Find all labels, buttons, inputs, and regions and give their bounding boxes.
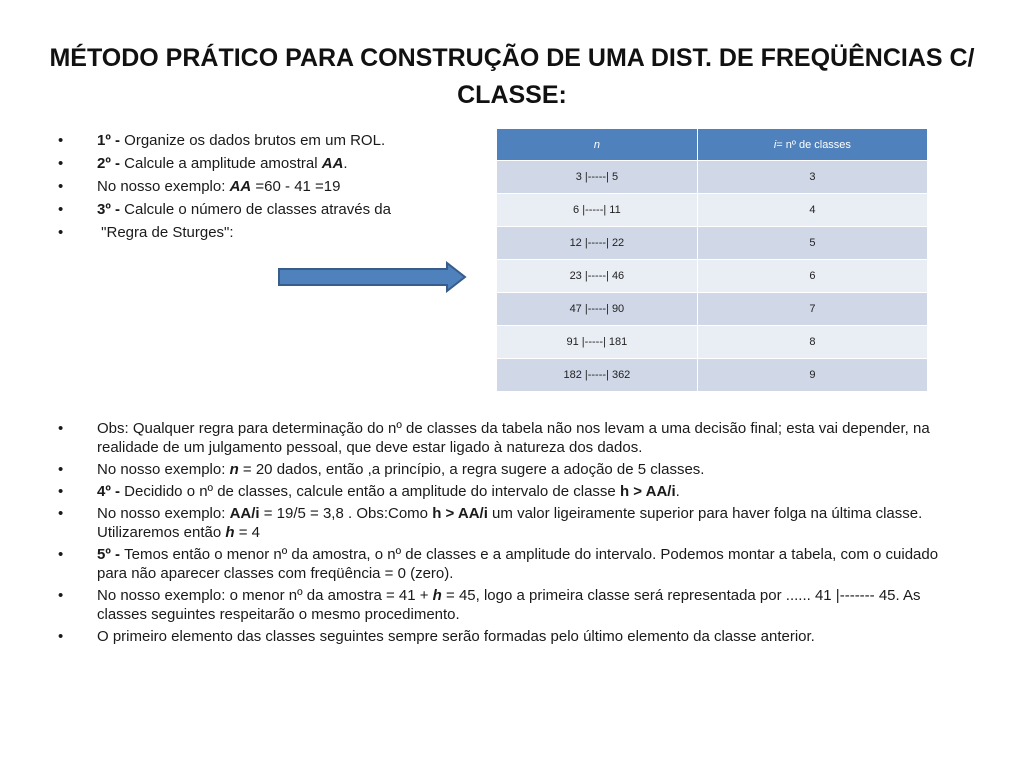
list-item bbox=[58, 177, 478, 200]
note-text: No nosso exemplo: bbox=[97, 461, 230, 478]
table-row bbox=[497, 161, 928, 194]
right-arrow-icon bbox=[277, 261, 469, 293]
step-text: "Regra de Sturges": bbox=[97, 224, 234, 241]
cell-classes: 8 bbox=[697, 326, 927, 359]
emphasis-text: AA/i bbox=[229, 505, 260, 522]
sturges-table bbox=[496, 128, 928, 392]
step-text: Calcule o número de classes através da bbox=[124, 201, 391, 218]
note-text: O primeiro elemento das classes seguintes sempre serão formadas pelo último elemento da classe anterior. bbox=[97, 628, 815, 645]
table-row bbox=[497, 293, 928, 326]
note-text: = 19/5 = 3,8 . Obs:Como bbox=[259, 505, 433, 522]
column-header-n: n bbox=[497, 129, 698, 161]
slide-title bbox=[40, 40, 984, 114]
note-text: No nosso exemplo: o menor nº da amostra = 41 + bbox=[97, 587, 433, 604]
emphasis-text: h bbox=[432, 587, 442, 604]
emphasis-text: h > AA/i bbox=[619, 483, 676, 500]
step-text: =60 - 41 =19 bbox=[251, 178, 341, 195]
cell-n: 91 |-----| 181 bbox=[497, 326, 698, 359]
note-text: No nosso exemplo: bbox=[97, 505, 230, 522]
cell-n: 23 |-----| 46 bbox=[497, 260, 698, 293]
slide-title-line2: CLASSE: bbox=[457, 81, 567, 109]
notes-list bbox=[58, 419, 962, 649]
step-number: 1º - bbox=[97, 132, 125, 149]
steps-list bbox=[58, 131, 478, 246]
slide-title-line1: MÉTODO PRÁTICO PARA CONSTRUÇÃO DE UMA DIST. DE FREQÜÊNCIAS C/ bbox=[49, 44, 975, 72]
emphasis-text: h bbox=[225, 524, 235, 541]
step-number: 4º - bbox=[97, 483, 125, 500]
note-text: = 20 dados, então ,a princípio, a regra sugere a adoção de 5 classes. bbox=[238, 461, 705, 478]
table-row bbox=[497, 326, 928, 359]
note-text: um valor ligeiramente superior para haver folga na última classe. Utilizaremos então bbox=[97, 505, 923, 541]
list-item bbox=[58, 627, 962, 646]
step-number: 2º - bbox=[97, 155, 125, 172]
note-text: = 4 bbox=[234, 524, 260, 541]
emphasis-text: h > AA/i bbox=[432, 505, 488, 522]
emphasis-text: n bbox=[229, 461, 239, 478]
note-text: Decidido o nº de classes, calcule então a amplitude do intervalo de classe bbox=[124, 483, 620, 500]
emphasis-text: AA bbox=[229, 178, 252, 195]
step-text: . bbox=[343, 155, 348, 172]
list-item bbox=[58, 586, 962, 624]
step-text: No nosso exemplo: bbox=[97, 178, 230, 195]
step-text: Calcule a amplitude amostral bbox=[124, 155, 322, 172]
list-item bbox=[58, 223, 478, 246]
note-text: = 45, logo a primeira classe será representada por ...... 41 |------- 45. As classes seguintes respeitarão o mesmo procedimento. bbox=[97, 587, 921, 623]
list-item bbox=[58, 154, 478, 177]
cell-classes: 6 bbox=[697, 260, 927, 293]
note-text: Obs: Qualquer regra para determinação do nº de classes da tabela não nos levam a uma decisão final; esta vai depender, na realidade de um julgamento pessoal, que deve estar ligado à natureza dos dados. bbox=[97, 420, 930, 456]
step-text: Organize os dados brutos em um ROL. bbox=[124, 132, 386, 149]
list-item bbox=[58, 504, 962, 542]
cell-n: 3 |-----| 5 bbox=[497, 161, 698, 194]
table-row bbox=[497, 260, 928, 293]
list-item bbox=[58, 482, 962, 501]
cell-classes: 9 bbox=[697, 359, 927, 392]
note-text: . bbox=[675, 483, 680, 500]
table-row bbox=[497, 359, 928, 392]
table-header-row bbox=[497, 129, 928, 161]
table-row bbox=[497, 227, 928, 260]
emphasis-text: AA bbox=[321, 155, 344, 172]
cell-n: 6 |-----| 11 bbox=[497, 194, 698, 227]
list-item bbox=[58, 419, 962, 457]
note-text: Temos então o menor nº da amostra, o nº de classes e a amplitude do intervalo. Podemos montar a tabela, com o cuidado para não aparecer classes com freqüência = 0 (zero). bbox=[97, 546, 939, 582]
step-number: 3º - bbox=[97, 201, 125, 218]
cell-n: 47 |-----| 90 bbox=[497, 293, 698, 326]
cell-n: 182 |-----| 362 bbox=[497, 359, 698, 392]
list-item bbox=[58, 460, 962, 479]
cell-classes: 3 bbox=[697, 161, 927, 194]
list-item bbox=[58, 200, 478, 223]
column-header-classes: i= nº de classes bbox=[697, 129, 927, 161]
table-row bbox=[497, 194, 928, 227]
cell-classes: 5 bbox=[697, 227, 927, 260]
cell-classes: 7 bbox=[697, 293, 927, 326]
cell-n: 12 |-----| 22 bbox=[497, 227, 698, 260]
list-item bbox=[58, 545, 962, 583]
step-number: 5º - bbox=[97, 546, 125, 563]
list-item bbox=[58, 131, 478, 154]
cell-classes: 4 bbox=[697, 194, 927, 227]
